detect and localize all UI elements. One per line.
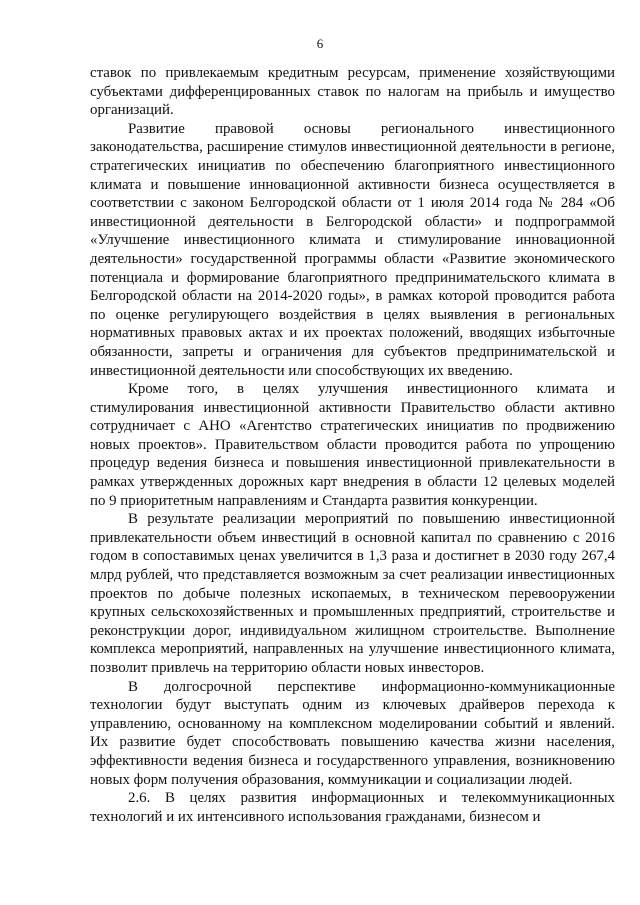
- paragraph-investment-results: В результате реализации мероприятий по повышению инвестиционной привлекательности объем инвестиций в основной капитал по сравнению с 2016 годом в сопоставимых ценах увеличится в 1,3 раза и достигнет в 2030 году 267,4 млрд рублей, что представляется возможным за счет реализации инвестиционных проектов по добыче полезных ископаемых, в техническом перевооружении крупных сельскохозяйственных и промышленных предприятий, строительстве и реконструкции дорог, индивидуальном жилищном строительстве. Выполнение комплекса мероприятий, направленных на улучшение инвестиционного климата, позволит привлечь на территорию области новых инвесторов.: [90, 511, 615, 676]
- paragraph-ict-outlook: В долгосрочной перспективе информационно-коммуникационные технологии будут выступать одним из ключевых драйверов перехода к управлению, основанному на комплексном моделировании событий и явлений. Их развитие будет способствовать повышению качества жизни населения, эффективности ведения бизнеса и государственного управления, возникновению новых форм получения образования, коммуникации и социализации людей.: [90, 678, 615, 788]
- paragraph-continuation: ставок по привлекаемым кредитным ресурсам, применение хозяйствующими субъектами дифференцированных ставок по налогам на прибыль и имущество организаций.: [90, 65, 615, 119]
- document-body: [90, 64, 615, 826]
- paragraph-investment-climate: Кроме того, в целях улучшения инвестиционного климата и стимулирования инвестиционной активности Правительство области активно сотрудничает с АНО «Агентство стратегических инициатив по продвижению новых проектов». Правительством области проводится работа по упрощению процедур ведения бизнеса и повышения инвестиционной привлекательности в рамках утвержденных дорожных карт внедрения в области 12 целевых моделей по 9 приоритетным направлениям и Стандарта развития конкуренции.: [90, 381, 615, 509]
- paragraph-legal-framework: Развитие правовой основы регионального инвестиционного законодательства, расширение стимулов инвестиционной деятельности в регионе, стратегических инициатив по обеспечению благоприятного инвестиционного климата и повышение инновационной активности бизнеса осуществляется в соответствии с законом Белгородской области от 1 июля 2014 года № 284 «Об инвестиционной деятельности в Белгородской области» и подпрограммой «Улучшение инвестиционного климата и стимулирование инновационной деятельности» государственной программы области «Развитие экономического потенциала и формирование благоприятного предпринимательского климата в Белгородской области на 2014-2020 годы», в рамках которой проводится работа по оценке регулирующего воздействия в целях выявления в региональных нормативных правовых актах и их проектах положений, вводящих избыточные обязанности, запреты и ограничения для субъектов предпринимательской и инвестиционной деятельности или способствующих их введению.: [90, 120, 615, 379]
- paragraph-section-2-6: 2.6. В целях развития информационных и телекоммуникационных технологий и их интенсивного использования гражданами, бизнесом и: [90, 790, 615, 825]
- page-number: 6: [316, 36, 324, 51]
